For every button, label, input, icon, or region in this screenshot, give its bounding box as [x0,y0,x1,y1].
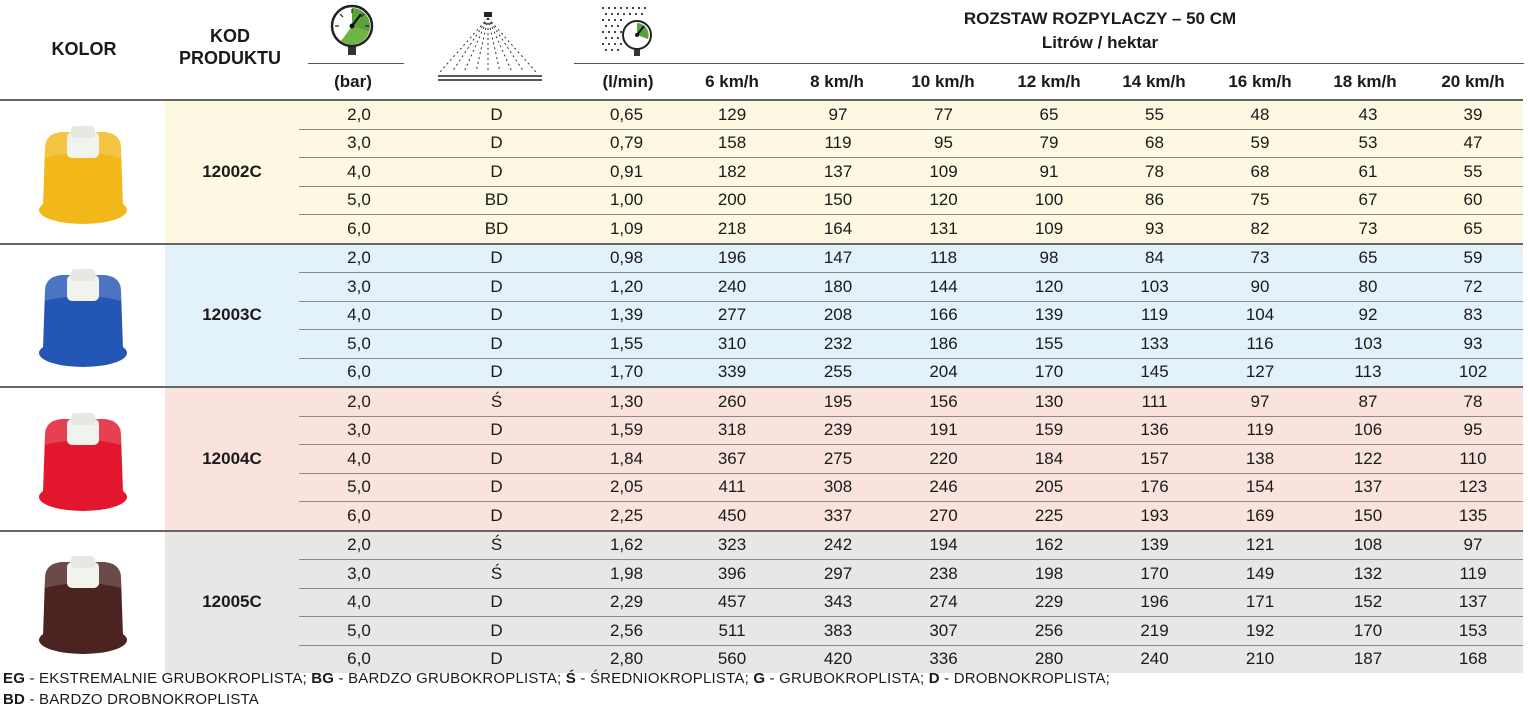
header-divider-bar [308,63,404,64]
flow-cell: 1,20 [574,273,679,302]
legend-text: - BARDZO DROBNOKROPLISTA [25,691,259,708]
rate-cell: 277 [679,301,785,330]
rate-cell: 139 [996,301,1102,330]
flow-cell: 1,59 [574,416,679,445]
rate-cell: 135 [1423,502,1523,531]
rate-cell: 61 [1313,158,1423,187]
rate-cell: 210 [1207,645,1313,673]
table-row [0,531,1523,560]
rate-cell: 219 [1102,617,1207,646]
rate-cell: 192 [1207,617,1313,646]
rate-cell: 383 [785,617,891,646]
pressure-cell: 3,0 [299,273,419,302]
rate-cell: 91 [996,158,1102,187]
pressure-cell: 4,0 [299,301,419,330]
rate-cell: 133 [1102,330,1207,359]
product-code: 12003C [165,244,299,388]
rate-cell: 147 [785,244,891,273]
rate-cell: 59 [1423,244,1523,273]
rate-cell: 119 [1102,301,1207,330]
rate-cell: 229 [996,588,1102,617]
rate-cell: 97 [1423,531,1523,560]
rate-cell: 166 [891,301,996,330]
rate-cell: 48 [1207,100,1313,129]
rate-cell: 205 [996,473,1102,502]
rate-cell: 156 [891,387,996,416]
rate-cell: 194 [891,531,996,560]
rate-cell: 323 [679,531,785,560]
rate-cell: 72 [1423,273,1523,302]
rate-cell: 121 [1207,531,1313,560]
rate-cell: 457 [679,588,785,617]
flow-cell: 1,62 [574,531,679,560]
rate-cell: 176 [1102,473,1207,502]
table-header [0,0,1528,100]
rate-cell: 90 [1207,273,1313,302]
rate-cell: 65 [1423,215,1523,244]
rate-cell: 339 [679,358,785,387]
flow-cell: 1,00 [574,186,679,215]
rate-cell: 43 [1313,100,1423,129]
droplet-class-cell: D [419,588,574,617]
rate-cell: 153 [1423,617,1523,646]
legend-text: - DROBNOKROPLISTA; [939,670,1111,687]
nozzle-swatch [0,387,165,531]
rate-cell: 73 [1207,244,1313,273]
rate-cell: 337 [785,502,891,531]
droplet-class-cell: D [419,273,574,302]
rate-cell: 152 [1313,588,1423,617]
rate-cell: 109 [996,215,1102,244]
rate-cell: 109 [891,158,996,187]
rate-cell: 110 [1423,445,1523,474]
pressure-cell: 6,0 [299,502,419,531]
rate-cell: 137 [785,158,891,187]
rate-cell: 119 [1423,560,1523,589]
rate-cell: 87 [1313,387,1423,416]
flow-cell: 1,98 [574,560,679,589]
rate-cell: 39 [1423,100,1523,129]
rate-cell: 84 [1102,244,1207,273]
flow-cell: 2,80 [574,645,679,673]
rate-cell: 118 [891,244,996,273]
rate-cell: 182 [679,158,785,187]
rate-cell: 164 [785,215,891,244]
rate-cell: 220 [891,445,996,474]
rate-cell: 195 [785,387,891,416]
flow-cell: 2,29 [574,588,679,617]
pressure-cell: 5,0 [299,473,419,502]
pressure-cell: 2,0 [299,100,419,129]
rate-cell: 239 [785,416,891,445]
rate-cell: 122 [1313,445,1423,474]
rate-cell: 511 [679,617,785,646]
droplet-class-cell: D [419,301,574,330]
rate-cell: 127 [1207,358,1313,387]
speed-header: 10 km/h [911,72,975,91]
legend-text: - BARDZO GRUBOKROPLISTA; [334,670,566,687]
legend-abbr: D [928,670,940,687]
nozzle-icon [31,405,135,513]
product-code: 12005C [165,531,299,674]
rate-cell: 78 [1423,387,1523,416]
rate-cell: 336 [891,645,996,673]
rate-cell: 100 [996,186,1102,215]
header-lmin: (l/min) [602,72,654,91]
rate-cell: 139 [1102,531,1207,560]
rate-cell: 65 [1313,244,1423,273]
rate-cell: 242 [785,531,891,560]
droplet-class-cell: BD [419,186,574,215]
rate-cell: 92 [1313,301,1423,330]
pressure-cell: 5,0 [299,186,419,215]
legend-abbr: EG [3,670,26,687]
rate-cell: 102 [1423,358,1523,387]
rate-cell: 108 [1313,531,1423,560]
table-row [0,244,1523,273]
rate-cell: 111 [1102,387,1207,416]
header-title: ROZSTAW ROZPYLACZY – 50 CM [963,9,1237,28]
rate-cell: 158 [679,129,785,158]
droplet-class-cell: Ś [419,531,574,560]
rate-cell: 47 [1423,129,1523,158]
rate-cell: 180 [785,273,891,302]
rate-cell: 260 [679,387,785,416]
pressure-cell: 3,0 [299,416,419,445]
rate-cell: 137 [1313,473,1423,502]
rate-cell: 78 [1102,158,1207,187]
flow-cell: 2,05 [574,473,679,502]
flow-cell: 1,39 [574,301,679,330]
rate-cell: 131 [891,215,996,244]
flow-cell: 1,30 [574,387,679,416]
rate-cell: 132 [1313,560,1423,589]
rate-cell: 149 [1207,560,1313,589]
rate-cell: 270 [891,502,996,531]
speed-header: 20 km/h [1441,72,1505,91]
legend-text: - GRUBOKROPLISTA; [765,670,929,687]
pressure-cell: 4,0 [299,588,419,617]
flow-cell: 1,55 [574,330,679,359]
speed-header: 12 km/h [1017,72,1081,91]
droplet-class-cell: D [419,445,574,474]
rate-cell: 82 [1207,215,1313,244]
rate-cell: 97 [1207,387,1313,416]
rate-cell: 171 [1207,588,1313,617]
rate-cell: 98 [996,244,1102,273]
rate-cell: 73 [1313,215,1423,244]
rate-cell: 95 [1423,416,1523,445]
rate-cell: 93 [1102,215,1207,244]
rate-cell: 136 [1102,416,1207,445]
rate-cell: 411 [679,473,785,502]
rate-cell: 157 [1102,445,1207,474]
rate-cell: 60 [1423,186,1523,215]
flow-cell: 0,98 [574,244,679,273]
header-subtitle: Litrów / hektar [1041,33,1159,52]
pressure-cell: 4,0 [299,158,419,187]
pressure-cell: 6,0 [299,645,419,673]
droplet-class-cell: D [419,473,574,502]
rate-cell: 80 [1313,273,1423,302]
rate-cell: 318 [679,416,785,445]
rate-cell: 55 [1102,100,1207,129]
rate-cell: 144 [891,273,996,302]
rate-cell: 119 [1207,416,1313,445]
nozzle-table [0,99,1523,673]
rate-cell: 59 [1207,129,1313,158]
header-kod-line2: PRODUKTU [179,48,281,68]
header-kolor: KOLOR [51,39,117,59]
rate-cell: 113 [1313,358,1423,387]
rate-cell: 106 [1313,416,1423,445]
droplet-class-cell: D [419,100,574,129]
droplet-class-cell: Ś [419,387,574,416]
rate-cell: 191 [891,416,996,445]
rate-cell: 208 [785,301,891,330]
pressure-cell: 5,0 [299,330,419,359]
flow-cell: 2,25 [574,502,679,531]
nozzle-icon [31,548,135,656]
legend-text: - EKSTREMALNIE GRUBOKROPLISTA; [25,670,312,687]
rate-cell: 123 [1423,473,1523,502]
legend-text: - ŚREDNIOKROPLISTA; [576,670,754,687]
rate-cell: 307 [891,617,996,646]
speed-header: 6 km/h [705,72,759,91]
table-row [0,387,1523,416]
rate-cell: 103 [1102,273,1207,302]
rate-cell: 68 [1102,129,1207,158]
rate-cell: 130 [996,387,1102,416]
rate-cell: 93 [1423,330,1523,359]
droplet-class-cell: D [419,244,574,273]
rate-cell: 83 [1423,301,1523,330]
droplet-flow-gauge-icon [600,5,654,57]
rate-cell: 75 [1207,186,1313,215]
rate-cell: 170 [1102,560,1207,589]
rate-cell: 367 [679,445,785,474]
rate-cell: 204 [891,358,996,387]
rate-cell: 145 [1102,358,1207,387]
product-code: 12002C [165,100,299,244]
rate-cell: 120 [891,186,996,215]
rate-cell: 168 [1423,645,1523,673]
pressure-cell: 2,0 [299,244,419,273]
rate-cell: 275 [785,445,891,474]
rate-cell: 150 [1313,502,1423,531]
header-kod-produktu [160,25,300,69]
pressure-gauge-icon [329,4,375,56]
legend-abbr: BD [3,691,26,708]
droplet-class-cell: D [419,645,574,673]
header-kod-line1: KOD [210,26,250,46]
rate-cell: 193 [1102,502,1207,531]
flow-cell: 1,84 [574,445,679,474]
pressure-cell: 3,0 [299,129,419,158]
rate-cell: 137 [1423,588,1523,617]
rate-cell: 196 [679,244,785,273]
rate-cell: 162 [996,531,1102,560]
rate-cell: 55 [1423,158,1523,187]
rate-cell: 170 [1313,617,1423,646]
nozzle-icon [31,261,135,369]
droplet-class-cell: D [419,502,574,531]
rate-cell: 308 [785,473,891,502]
flow-cell: 1,70 [574,358,679,387]
rate-cell: 240 [1102,645,1207,673]
pressure-cell: 4,0 [299,445,419,474]
pressure-cell: 2,0 [299,387,419,416]
droplet-class-cell: D [419,330,574,359]
speed-header: 18 km/h [1333,72,1397,91]
rate-cell: 159 [996,416,1102,445]
rate-cell: 184 [996,445,1102,474]
rate-cell: 450 [679,502,785,531]
rate-cell: 232 [785,330,891,359]
rate-cell: 86 [1102,186,1207,215]
rate-cell: 103 [1313,330,1423,359]
spray-pattern-icon [438,10,542,82]
header-bar: (bar) [334,72,372,91]
rate-cell: 68 [1207,158,1313,187]
rate-cell: 120 [996,273,1102,302]
pressure-cell: 2,0 [299,531,419,560]
rate-cell: 95 [891,129,996,158]
flow-cell: 0,79 [574,129,679,158]
pressure-cell: 5,0 [299,617,419,646]
rate-cell: 138 [1207,445,1313,474]
rate-cell: 238 [891,560,996,589]
rate-cell: 150 [785,186,891,215]
rate-cell: 97 [785,100,891,129]
legend-abbr: BG [311,670,335,687]
rate-cell: 67 [1313,186,1423,215]
rate-cell: 170 [996,358,1102,387]
rate-cell: 200 [679,186,785,215]
rate-cell: 169 [1207,502,1313,531]
rate-cell: 310 [679,330,785,359]
nozzle-swatch [0,531,165,674]
pressure-cell: 6,0 [299,215,419,244]
rate-cell: 280 [996,645,1102,673]
rate-cell: 420 [785,645,891,673]
speed-header: 16 km/h [1228,72,1292,91]
rate-cell: 255 [785,358,891,387]
rate-cell: 297 [785,560,891,589]
flow-cell: 0,91 [574,158,679,187]
droplet-class-cell: D [419,416,574,445]
rate-cell: 186 [891,330,996,359]
flow-cell: 2,56 [574,617,679,646]
legend-line-1 [3,668,1110,689]
speed-header: 14 km/h [1122,72,1186,91]
legend-abbr: G [753,670,766,687]
rate-cell: 256 [996,617,1102,646]
legend-line-2 [3,689,1110,710]
rate-cell: 77 [891,100,996,129]
rate-cell: 196 [1102,588,1207,617]
legend [3,668,1110,710]
rate-cell: 79 [996,129,1102,158]
rate-cell: 225 [996,502,1102,531]
rate-cell: 187 [1313,645,1423,673]
rate-cell: 240 [679,273,785,302]
flow-cell: 0,65 [574,100,679,129]
rate-cell: 104 [1207,301,1313,330]
rate-cell: 155 [996,330,1102,359]
droplet-class-cell: BD [419,215,574,244]
rate-cell: 53 [1313,129,1423,158]
flow-cell: 1,09 [574,215,679,244]
rate-cell: 274 [891,588,996,617]
droplet-class-cell: D [419,158,574,187]
rate-cell: 560 [679,645,785,673]
rate-cell: 396 [679,560,785,589]
droplet-class-cell: Ś [419,560,574,589]
rate-cell: 218 [679,215,785,244]
droplet-class-cell: D [419,358,574,387]
pressure-cell: 3,0 [299,560,419,589]
speed-header: 8 km/h [810,72,864,91]
legend-abbr: Ś [565,670,577,687]
rate-cell: 129 [679,100,785,129]
rate-cell: 198 [996,560,1102,589]
product-code: 12004C [165,387,299,531]
nozzle-swatch [0,244,165,388]
table-row [0,100,1523,129]
rate-cell: 65 [996,100,1102,129]
header-divider-lmin [574,63,1524,64]
rate-cell: 246 [891,473,996,502]
rate-cell: 116 [1207,330,1313,359]
nozzle-swatch [0,100,165,244]
nozzle-icon [31,118,135,226]
rate-cell: 154 [1207,473,1313,502]
rate-cell: 343 [785,588,891,617]
droplet-class-cell: D [419,129,574,158]
droplet-class-cell: D [419,617,574,646]
rate-cell: 119 [785,129,891,158]
pressure-cell: 6,0 [299,358,419,387]
